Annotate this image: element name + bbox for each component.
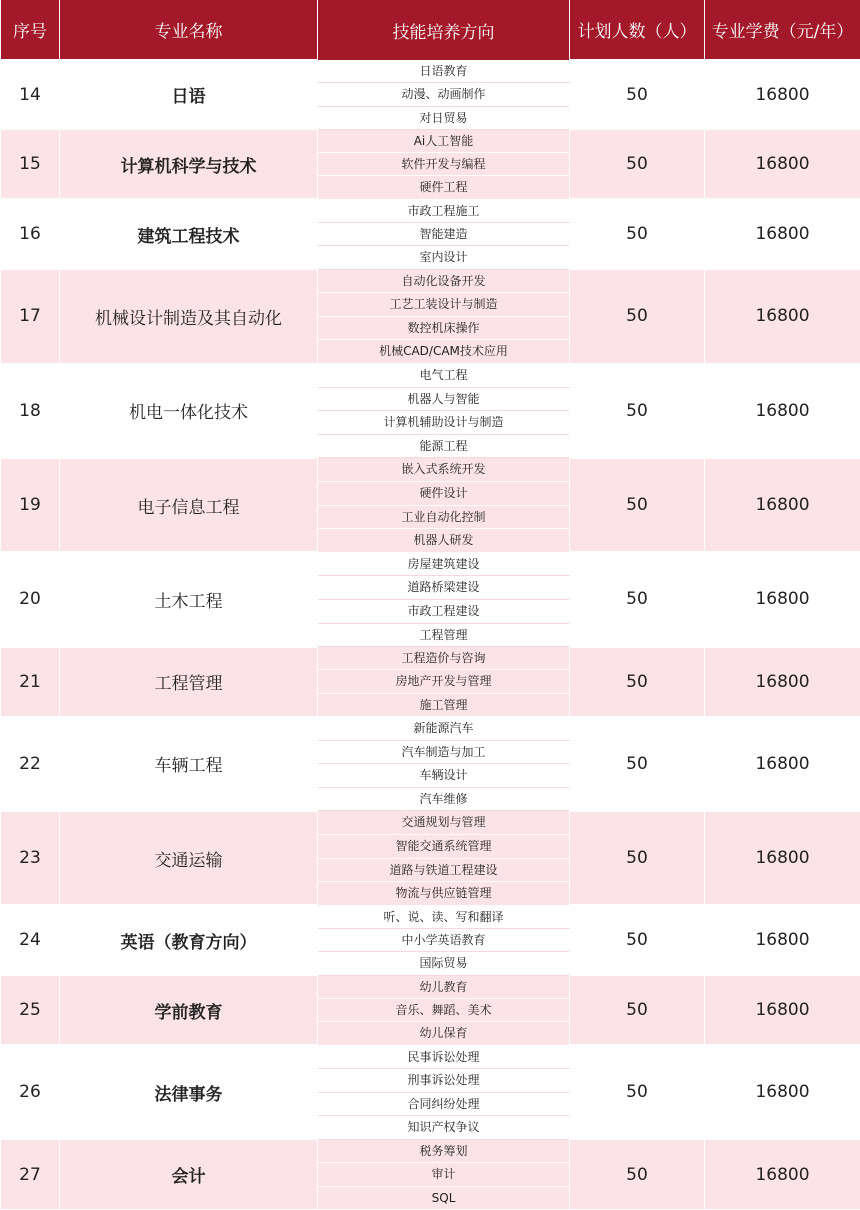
tuition-fee: 16800 [705, 1045, 860, 1139]
header-plan: 计划人数（人） [570, 0, 705, 60]
row-number: 26 [1, 1045, 60, 1139]
plan-count: 50 [570, 1045, 705, 1139]
skill-direction: 能源工程 [318, 434, 570, 458]
tuition-fee: 16800 [705, 458, 860, 552]
skill-direction: 道路桥梁建设 [318, 576, 570, 600]
skill-direction: 物流与供应链管理 [318, 882, 570, 906]
major-name: 机电一体化技术 [60, 364, 318, 458]
table-row [1, 129, 860, 152]
header-no: 序号 [1, 0, 60, 60]
plan-count: 50 [570, 552, 705, 646]
skill-direction: 幼儿教育 [318, 975, 570, 998]
skill-direction: 智能建造 [318, 223, 570, 246]
skill-direction: 市政工程建设 [318, 599, 570, 623]
header-fee: 专业学费（元/年） [705, 0, 860, 60]
table-row [1, 552, 860, 576]
skill-direction: 合同纠纷处理 [318, 1092, 570, 1116]
tuition-fee: 16800 [705, 975, 860, 1045]
row-number: 23 [1, 811, 60, 905]
major-name: 法律事务 [60, 1045, 318, 1139]
skill-direction: 工程造价与咨询 [318, 647, 570, 670]
tuition-fee: 16800 [705, 129, 860, 199]
table-row [1, 1045, 860, 1069]
plan-count: 50 [570, 717, 705, 811]
skill-direction: 智能交通系统管理 [318, 835, 570, 859]
tuition-fee: 16800 [705, 552, 860, 646]
skill-direction: 交通规划与管理 [318, 811, 570, 835]
table-body [1, 60, 860, 1209]
skill-direction: 自动化设备开发 [318, 269, 570, 293]
header-direction: 技能培养方向 [318, 0, 570, 60]
plan-count: 50 [570, 458, 705, 552]
skill-direction: 工艺工装设计与制造 [318, 293, 570, 317]
skill-direction: 对日贸易 [318, 106, 570, 129]
plan-count: 50 [570, 199, 705, 269]
major-name: 土木工程 [60, 552, 318, 646]
plan-count: 50 [570, 364, 705, 458]
major-name: 学前教育 [60, 975, 318, 1045]
major-name: 英语（教育方向） [60, 905, 318, 975]
major-name: 计算机科学与技术 [60, 129, 318, 199]
table-row [1, 1139, 860, 1162]
skill-direction: 税务筹划 [318, 1139, 570, 1162]
table-row [1, 199, 860, 222]
table-row [1, 905, 860, 928]
tuition-fee: 16800 [705, 647, 860, 717]
row-number: 17 [1, 269, 60, 363]
plan-count: 50 [570, 811, 705, 905]
skill-direction: 硬件工程 [318, 176, 570, 199]
major-name: 工程管理 [60, 647, 318, 717]
table-row [1, 647, 860, 670]
skill-direction: 数控机床操作 [318, 316, 570, 340]
skill-direction: 房地产开发与管理 [318, 670, 570, 693]
header-name: 专业名称 [60, 0, 318, 60]
plan-count: 50 [570, 975, 705, 1045]
plan-count: 50 [570, 905, 705, 975]
row-number: 27 [1, 1139, 60, 1209]
major-name: 会计 [60, 1139, 318, 1209]
skill-direction: 汽车制造与加工 [318, 740, 570, 764]
table-header [1, 0, 860, 60]
skill-direction: SQL [318, 1186, 570, 1209]
skill-direction: 电气工程 [318, 364, 570, 388]
major-name: 交通运输 [60, 811, 318, 905]
table-row [1, 458, 860, 482]
skill-direction: 工业自动化控制 [318, 505, 570, 529]
plan-count: 50 [570, 129, 705, 199]
skill-direction: 市政工程施工 [318, 199, 570, 222]
row-number: 20 [1, 552, 60, 646]
row-number: 16 [1, 199, 60, 269]
tuition-fee: 16800 [705, 60, 860, 129]
tuition-fee: 16800 [705, 269, 860, 363]
table-row [1, 269, 860, 293]
tuition-fee: 16800 [705, 1139, 860, 1209]
skill-direction: 车辆设计 [318, 764, 570, 788]
row-number: 22 [1, 717, 60, 811]
skill-direction: 计算机辅助设计与制造 [318, 411, 570, 435]
major-name: 机械设计制造及其自动化 [60, 269, 318, 363]
row-number: 14 [1, 60, 60, 129]
skill-direction: 日语教育 [318, 60, 570, 83]
plan-count: 50 [570, 60, 705, 129]
row-number: 19 [1, 458, 60, 552]
skill-direction: 施工管理 [318, 693, 570, 716]
skill-direction: 汽车维修 [318, 787, 570, 811]
major-name: 电子信息工程 [60, 458, 318, 552]
skill-direction: 听、说、读、写和翻译 [318, 905, 570, 928]
row-number: 21 [1, 647, 60, 717]
row-number: 15 [1, 129, 60, 199]
major-name: 日语 [60, 60, 318, 129]
skill-direction: 刑事诉讼处理 [318, 1069, 570, 1093]
skill-direction: 动漫、动画制作 [318, 83, 570, 106]
plan-count: 50 [570, 269, 705, 363]
skill-direction: 道路与铁道工程建设 [318, 858, 570, 882]
skill-direction: 嵌入式系统开发 [318, 458, 570, 482]
plan-count: 50 [570, 647, 705, 717]
skill-direction: 知识产权争议 [318, 1116, 570, 1140]
skill-direction: 民事诉讼处理 [318, 1045, 570, 1069]
table-row [1, 811, 860, 835]
row-number: 24 [1, 905, 60, 975]
table-row [1, 60, 860, 83]
skill-direction: 国际贸易 [318, 952, 570, 975]
skill-direction: Ai人工智能 [318, 129, 570, 152]
skill-direction: 机械CAD/CAM技术应用 [318, 340, 570, 364]
tuition-fee: 16800 [705, 811, 860, 905]
skill-direction: 审计 [318, 1163, 570, 1186]
skill-direction: 机器人研发 [318, 529, 570, 553]
skill-direction: 硬件设计 [318, 482, 570, 506]
tuition-fee: 16800 [705, 364, 860, 458]
skill-direction: 室内设计 [318, 246, 570, 269]
skill-direction: 幼儿保育 [318, 1022, 570, 1045]
skill-direction: 中小学英语教育 [318, 929, 570, 952]
row-number: 25 [1, 975, 60, 1045]
row-number: 18 [1, 364, 60, 458]
plan-count: 50 [570, 1139, 705, 1209]
tuition-fee: 16800 [705, 199, 860, 269]
skill-direction: 音乐、舞蹈、美术 [318, 999, 570, 1022]
tuition-fee: 16800 [705, 717, 860, 811]
skill-direction: 机器人与智能 [318, 387, 570, 411]
table-row [1, 364, 860, 388]
skill-direction: 房屋建筑建设 [318, 552, 570, 576]
table-row [1, 975, 860, 998]
major-name: 建筑工程技术 [60, 199, 318, 269]
table-row [1, 717, 860, 741]
major-name: 车辆工程 [60, 717, 318, 811]
skill-direction: 工程管理 [318, 623, 570, 647]
skill-direction: 软件开发与编程 [318, 153, 570, 176]
skill-direction: 新能源汽车 [318, 717, 570, 741]
tuition-fee: 16800 [705, 905, 860, 975]
